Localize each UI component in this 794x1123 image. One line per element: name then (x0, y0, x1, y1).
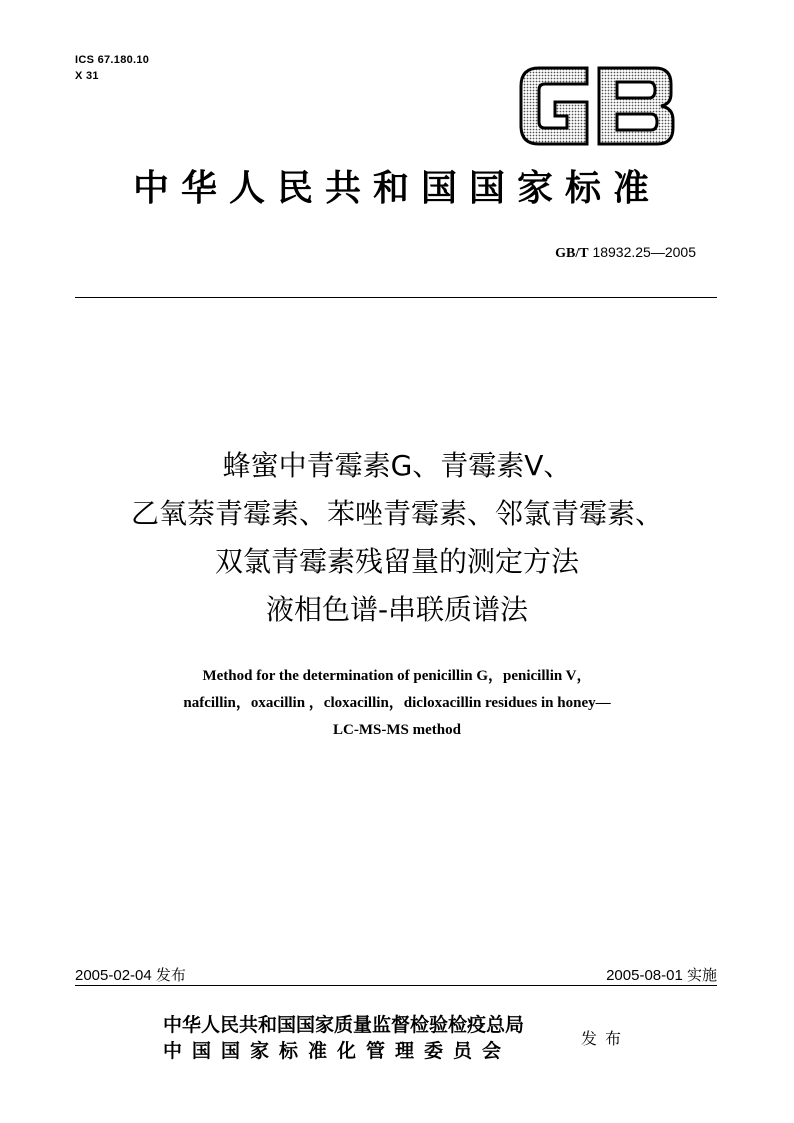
english-title-line: LC-MS-MS method (333, 722, 461, 738)
gb-logo-text: GB (597, 148, 599, 149)
issuer-aqsiq: 中华人民共和国国家质量监督检验检疫总局 (163, 1014, 525, 1036)
gb-logo (517, 62, 677, 150)
issuer-sac: 中国国家标准化管理委员会 (163, 1040, 512, 1062)
standard-number-value: 18932.25—2005 (592, 244, 696, 260)
english-title-line: nafcillin，oxacillin ，cloxacillin，dicloxacillin residues in honey— (183, 695, 611, 711)
publish-label: 发布 (581, 1029, 630, 1048)
standard-number (555, 244, 696, 262)
english-title (0, 663, 794, 744)
classification-codes (75, 52, 149, 84)
national-standard-title: 中华人民共和国国家标准 (132, 168, 661, 209)
header-divider (75, 297, 717, 298)
chinese-title-line: 液相色谱-串联质谱法 (265, 593, 529, 626)
ccs-code: X 31 (75, 70, 99, 82)
chinese-title (0, 442, 794, 634)
chinese-title-line: 蜂蜜中青霉素G、青霉素V、 (222, 449, 572, 482)
standard-code: GB/T (555, 246, 589, 261)
implementation-date: 2005-08-01 实施 (606, 967, 717, 984)
english-title-line: Method for the determination of penicillin G，penicillin V， (202, 668, 592, 684)
chinese-title-line: 乙氧萘青霉素、苯唑青霉素、邻氯青霉素、 (130, 497, 663, 530)
ics-code: ICS 67.180.10 (75, 54, 150, 66)
chinese-title-line: 双氯青霉素残留量的测定方法 (214, 545, 579, 578)
issue-date: 2005-02-04 发布 (75, 967, 186, 984)
footer-divider (75, 985, 717, 986)
